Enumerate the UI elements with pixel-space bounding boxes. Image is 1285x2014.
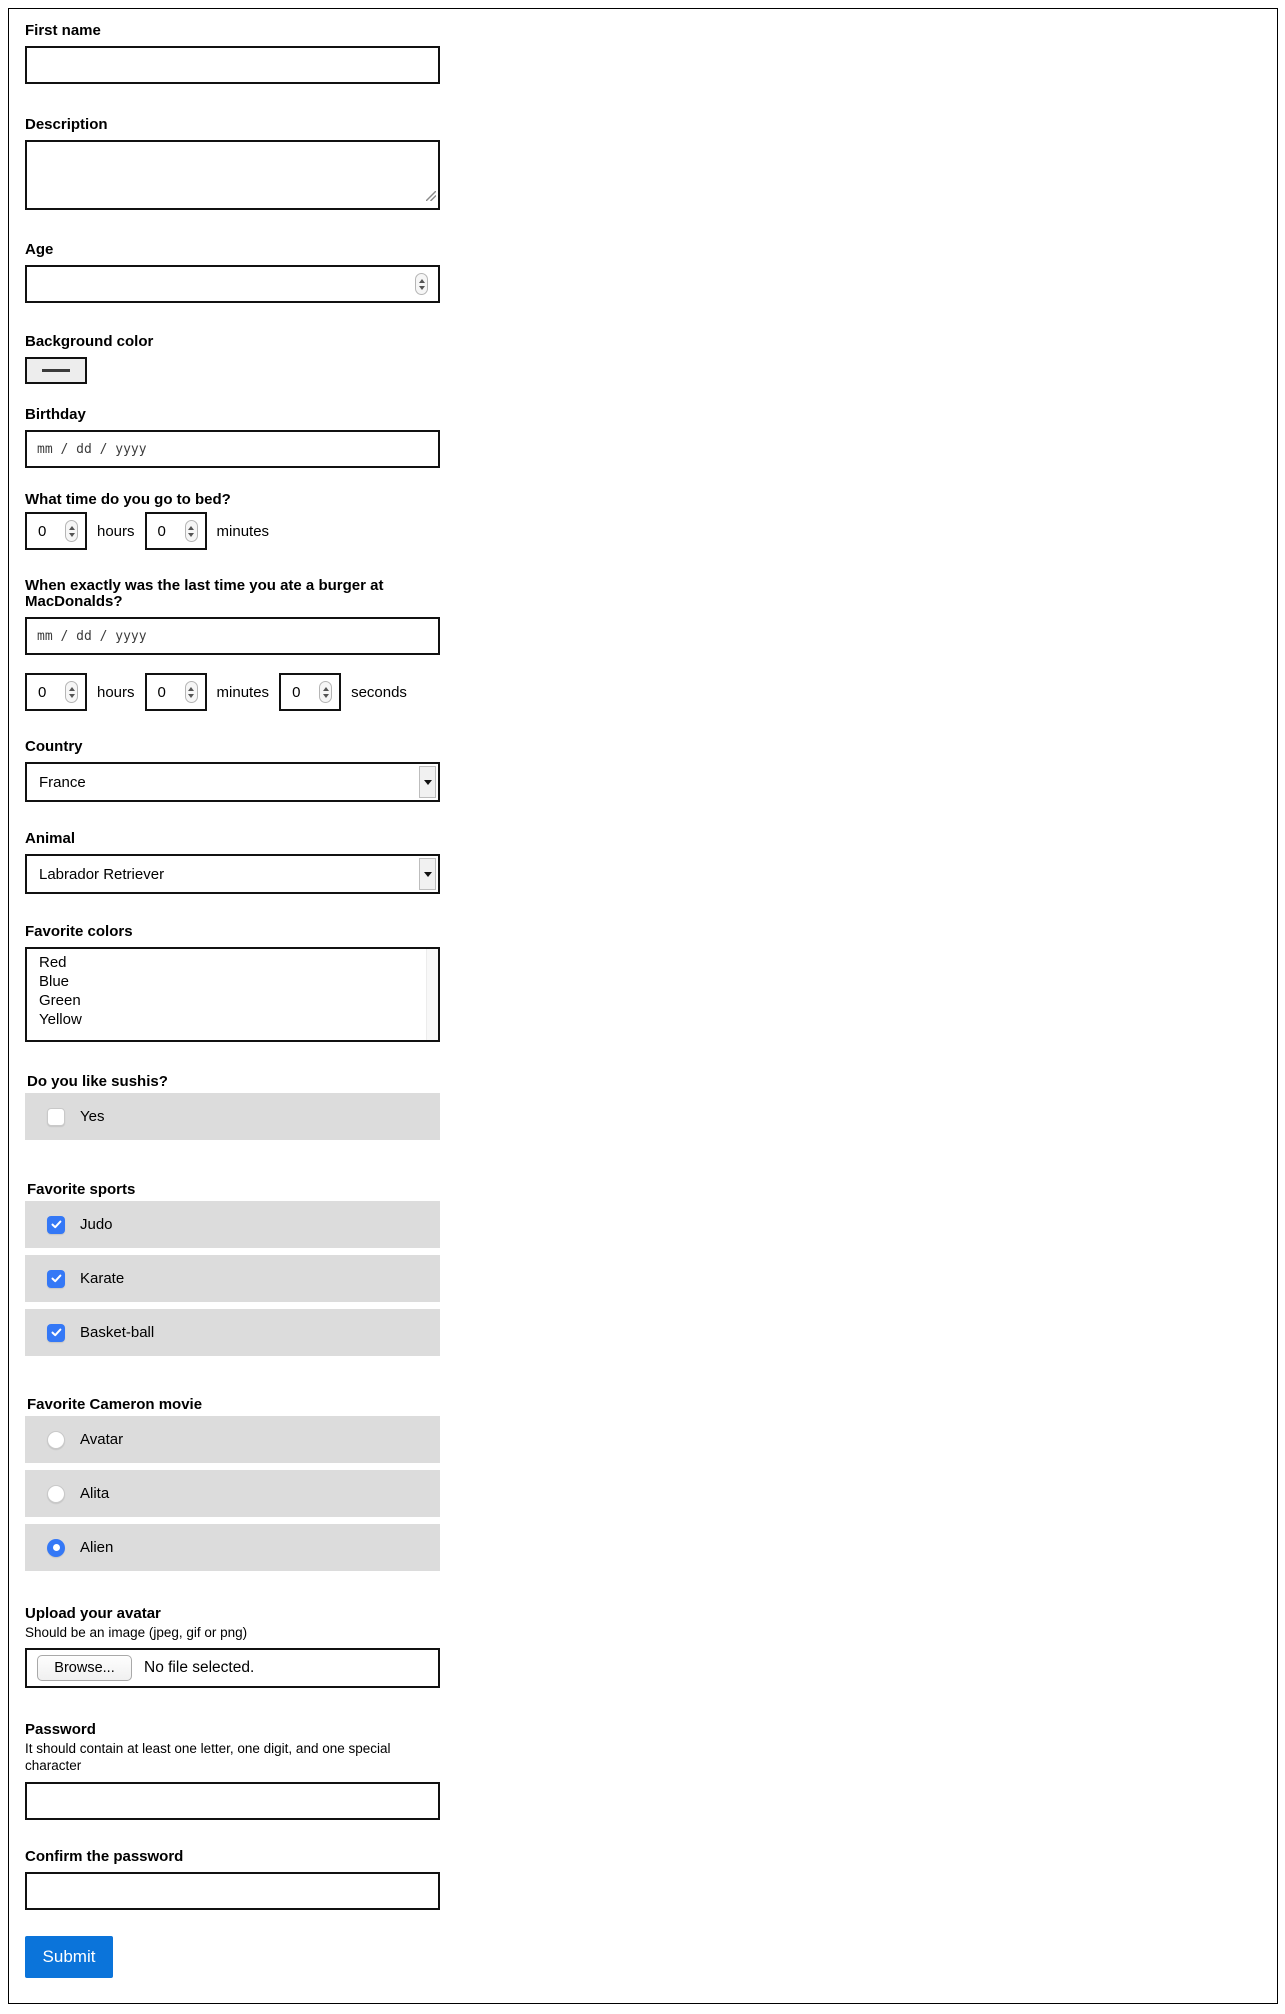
checkbox-row-judo[interactable] [25,1201,440,1248]
spinner-down-icon[interactable] [323,694,329,698]
bed-time-hours-input[interactable] [25,512,87,550]
number-spinner[interactable] [65,681,78,703]
file-status-text: No file selected. [144,1659,255,1676]
bed-time-group [25,492,440,550]
sports-group [25,1182,440,1356]
sushi-legend: Do you like sushis? [27,1073,168,1090]
radio-icon[interactable] [47,1539,65,1557]
dropdown-button[interactable] [419,858,436,890]
birthday-group [25,407,440,468]
file-input[interactable] [25,1648,440,1688]
description-label: Description [25,116,108,133]
radio-row-alita[interactable] [25,1470,440,1517]
first-name-label: First name [25,22,101,39]
country-select[interactable] [25,762,440,802]
password-label: Password [25,1721,96,1738]
animal-group [25,831,440,894]
chevron-down-icon [424,780,432,785]
background-color-label: Background color [25,333,154,350]
checkbox-icon[interactable] [47,1324,65,1342]
number-spinner[interactable] [185,520,198,542]
avatar-upload-hint: Should be an image (jpeg, gif or png) [25,1625,248,1640]
checkbox-row-yes[interactable] [25,1093,440,1140]
movie-group [25,1397,440,1571]
burger-seconds-value: 0 [292,683,301,701]
animal-select[interactable] [25,854,440,894]
sushi-group [25,1074,440,1140]
hours-unit-label: hours [97,683,135,701]
number-spinner[interactable] [319,681,332,703]
seconds-unit-label: seconds [351,683,407,701]
country-selected-value: France [39,773,86,791]
birthday-label: Birthday [25,406,86,423]
age-group [25,242,440,303]
number-spinner[interactable] [185,681,198,703]
age-label: Age [25,241,54,258]
radio-label: Alita [80,1485,110,1502]
burger-time-group [25,578,440,711]
spinner-up-icon[interactable] [419,279,425,283]
radio-icon[interactable] [47,1485,65,1503]
radio-row-avatar[interactable] [25,1416,440,1463]
first-name-group [25,23,440,84]
burger-date-input[interactable] [25,617,440,655]
password-hint: It should contain at least one letter, one digit, and one special character [25,1741,391,1773]
checkbox-label: Basket-ball [80,1324,155,1341]
radio-icon[interactable] [47,1431,65,1449]
form-page [8,8,1278,2004]
country-group [25,739,440,802]
avatar-upload-group [25,1606,440,1688]
checkbox-label: Karate [80,1270,125,1287]
checkbox-row-basketball[interactable] [25,1309,440,1356]
burger-seconds-input[interactable] [279,673,341,711]
burger-time-row [25,673,440,711]
color-swatch [42,369,70,372]
minutes-unit-label: minutes [216,683,270,701]
burger-time-label: When exactly was the last time you ate a burger at MacDonalds? [25,577,384,610]
checkbox-icon[interactable] [47,1108,65,1126]
password-input[interactable] [25,1782,440,1820]
submit-button[interactable]: Submit [25,1936,113,1978]
country-label: Country [25,738,83,755]
birthday-date-input[interactable] [25,430,440,468]
burger-hours-value: 0 [38,683,47,701]
avatar-upload-label: Upload your avatar [25,1605,161,1622]
checkbox-icon[interactable] [47,1216,65,1234]
checkbox-label: Yes [80,1108,105,1125]
background-color-group [25,334,440,384]
listbox-option[interactable]: Green [39,992,81,1009]
favorite-colors-group [25,924,440,1042]
bed-time-label: What time do you go to bed? [25,491,231,508]
spinner-down-icon[interactable] [69,694,75,698]
spinner-up-icon[interactable] [323,687,329,691]
checkbox-label: Judo [80,1216,113,1233]
confirm-password-label: Confirm the password [25,1848,184,1865]
favorite-colors-listbox[interactable] [25,947,440,1042]
listbox-option[interactable]: Red [39,954,67,971]
radio-label: Avatar [80,1431,124,1448]
animal-label: Animal [25,830,76,847]
age-input[interactable] [25,265,440,303]
number-spinner[interactable] [65,520,78,542]
spinner-down-icon[interactable] [188,533,194,537]
first-name-input[interactable] [25,46,440,84]
resize-handle-icon[interactable] [426,188,436,206]
checkbox-row-karate[interactable] [25,1255,440,1302]
password-group [25,1722,440,1820]
dropdown-button[interactable] [419,766,436,798]
confirm-password-group [25,1849,440,1910]
description-group [25,117,440,210]
animal-selected-value: Labrador Retriever [39,865,165,883]
chevron-down-icon [424,872,432,877]
spinner-up-icon[interactable] [188,687,194,691]
spinner-up-icon[interactable] [188,526,194,530]
color-picker-input[interactable] [25,357,87,384]
burger-hours-input[interactable] [25,673,87,711]
scrollbar[interactable] [426,949,438,1040]
radio-label: Alien [80,1539,114,1556]
favorite-colors-label: Favorite colors [25,923,133,940]
bed-time-minutes-value: 0 [157,522,166,540]
movie-legend: Favorite Cameron movie [27,1396,203,1413]
hours-unit-label: hours [97,522,135,540]
listbox-option[interactable]: Yellow [39,1011,82,1028]
browse-button[interactable]: Browse... [37,1655,132,1681]
number-spinner[interactable] [415,273,428,295]
burger-minutes-input[interactable] [145,673,207,711]
confirm-password-input[interactable] [25,1872,440,1910]
spinner-down-icon[interactable] [188,694,194,698]
spinner-down-icon[interactable] [69,533,75,537]
bed-time-hours-value: 0 [38,522,47,540]
radio-row-alien[interactable] [25,1524,440,1571]
description-textarea[interactable] [25,140,440,210]
spinner-down-icon[interactable] [419,286,425,290]
sports-legend: Favorite sports [27,1181,136,1198]
checkbox-icon[interactable] [47,1270,65,1288]
radio-dot-icon [53,1544,60,1551]
spinner-up-icon[interactable] [69,687,75,691]
bed-time-minutes-input[interactable] [145,512,207,550]
minutes-unit-label: minutes [216,522,270,540]
spinner-up-icon[interactable] [69,526,75,530]
burger-minutes-value: 0 [157,683,166,701]
bed-time-row [25,512,440,550]
listbox-option[interactable]: Blue [39,973,70,990]
